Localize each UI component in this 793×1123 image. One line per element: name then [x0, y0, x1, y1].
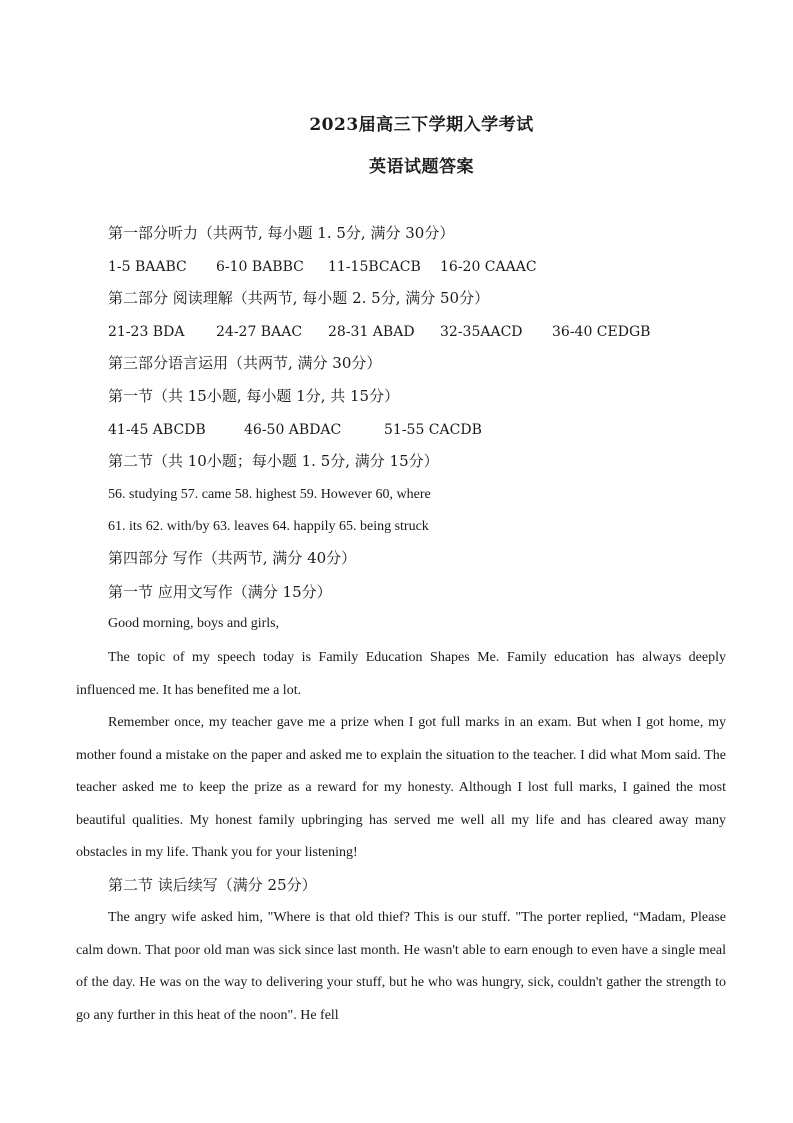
part2-answers	[108, 323, 650, 341]
speech-greeting: Good morning, boys and girls,	[108, 616, 280, 631]
exam-title: 2023届高三下学期入学考试	[309, 115, 534, 135]
part3-section1-answers	[108, 421, 482, 439]
answer-group: 24-27 BAAC	[216, 324, 303, 340]
part2-heading: 第二部分 阅读理解（共两节, 每小题 2. 5分, 满分 50分）	[108, 289, 490, 307]
answer-group: 1-5 BAABC	[108, 259, 187, 275]
part1-answers	[108, 258, 537, 276]
speech-paragraph: Remember once, my teacher gave me a prize when I got full marks in an exam. But when I got home, my mother found a mistake on the paper and asked me to explain the situation to the teacher. I did what Mom said. The teacher asked me to keep the prize as a reward for my honesty. Although I lost full marks, I gained the most beautiful qualities. My honest family upbringing has served me well all my life and has cleared away many obstacles in my life. Thank you for your listening!	[76, 715, 726, 860]
answer-group: 32-35AACD	[440, 324, 523, 340]
speech-paragraph: The topic of my speech today is Family Education Shapes Me. Family education has always deeply influenced me. It has benefited me a lot.	[76, 650, 726, 698]
answer-group: 16-20 CAAAC	[440, 259, 537, 275]
part4-section1-heading: 第一节 应用文写作（满分 15分）	[108, 583, 332, 601]
answer-group: 28-31 ABAD	[328, 324, 415, 340]
answer-group: 36-40 CEDGB	[552, 324, 651, 340]
answer-group: 21-23 BDA	[108, 324, 185, 340]
part1-heading: 第一部分听力（共两节, 每小题 1. 5分, 满分 30分）	[108, 224, 455, 242]
exam-subtitle: 英语试题答案	[369, 157, 474, 177]
answer-group: 41-45 ABCDB	[108, 422, 206, 438]
part4-section2-heading: 第二节 读后续写（满分 25分）	[108, 876, 317, 894]
part3-heading: 第三部分语言运用（共两节, 满分 30分）	[108, 354, 382, 372]
answer-group: 51-55 CACDB	[384, 422, 482, 438]
answer-group: 6-10 BABBC	[216, 259, 304, 275]
answer-group: 11-15BCACB	[328, 259, 421, 275]
part3-section2-answers-line2: 61. its 62. with/by 63. leaves 64. happily 65. being struck	[108, 519, 429, 534]
answer-group: 46-50 ABDAC	[244, 422, 342, 438]
part3-section2-heading: 第二节（共 10小题；每小题 1. 5分, 满分 15分）	[108, 452, 439, 470]
part3-section2-answers-line1: 56. studying 57. came 58. highest 59. However 60, where	[108, 487, 431, 502]
part4-heading: 第四部分 写作（共两节, 满分 40分）	[108, 549, 357, 567]
part3-section1-heading: 第一节（共 15小题, 每小题 1分, 共 15分）	[108, 387, 400, 405]
continuation-paragraph: The angry wife asked him, "Where is that old thief? This is our stuff. "The porter replied, “Madam, Please calm down. That poor old man was sick since last month. He wasn't able to earn enough to even have a single meal of the day. He was on the way to delivering your stuff, but he who was hungry, sick, couldn't gather the strength to go any further in this heat of the noon". He fell	[76, 910, 726, 1023]
